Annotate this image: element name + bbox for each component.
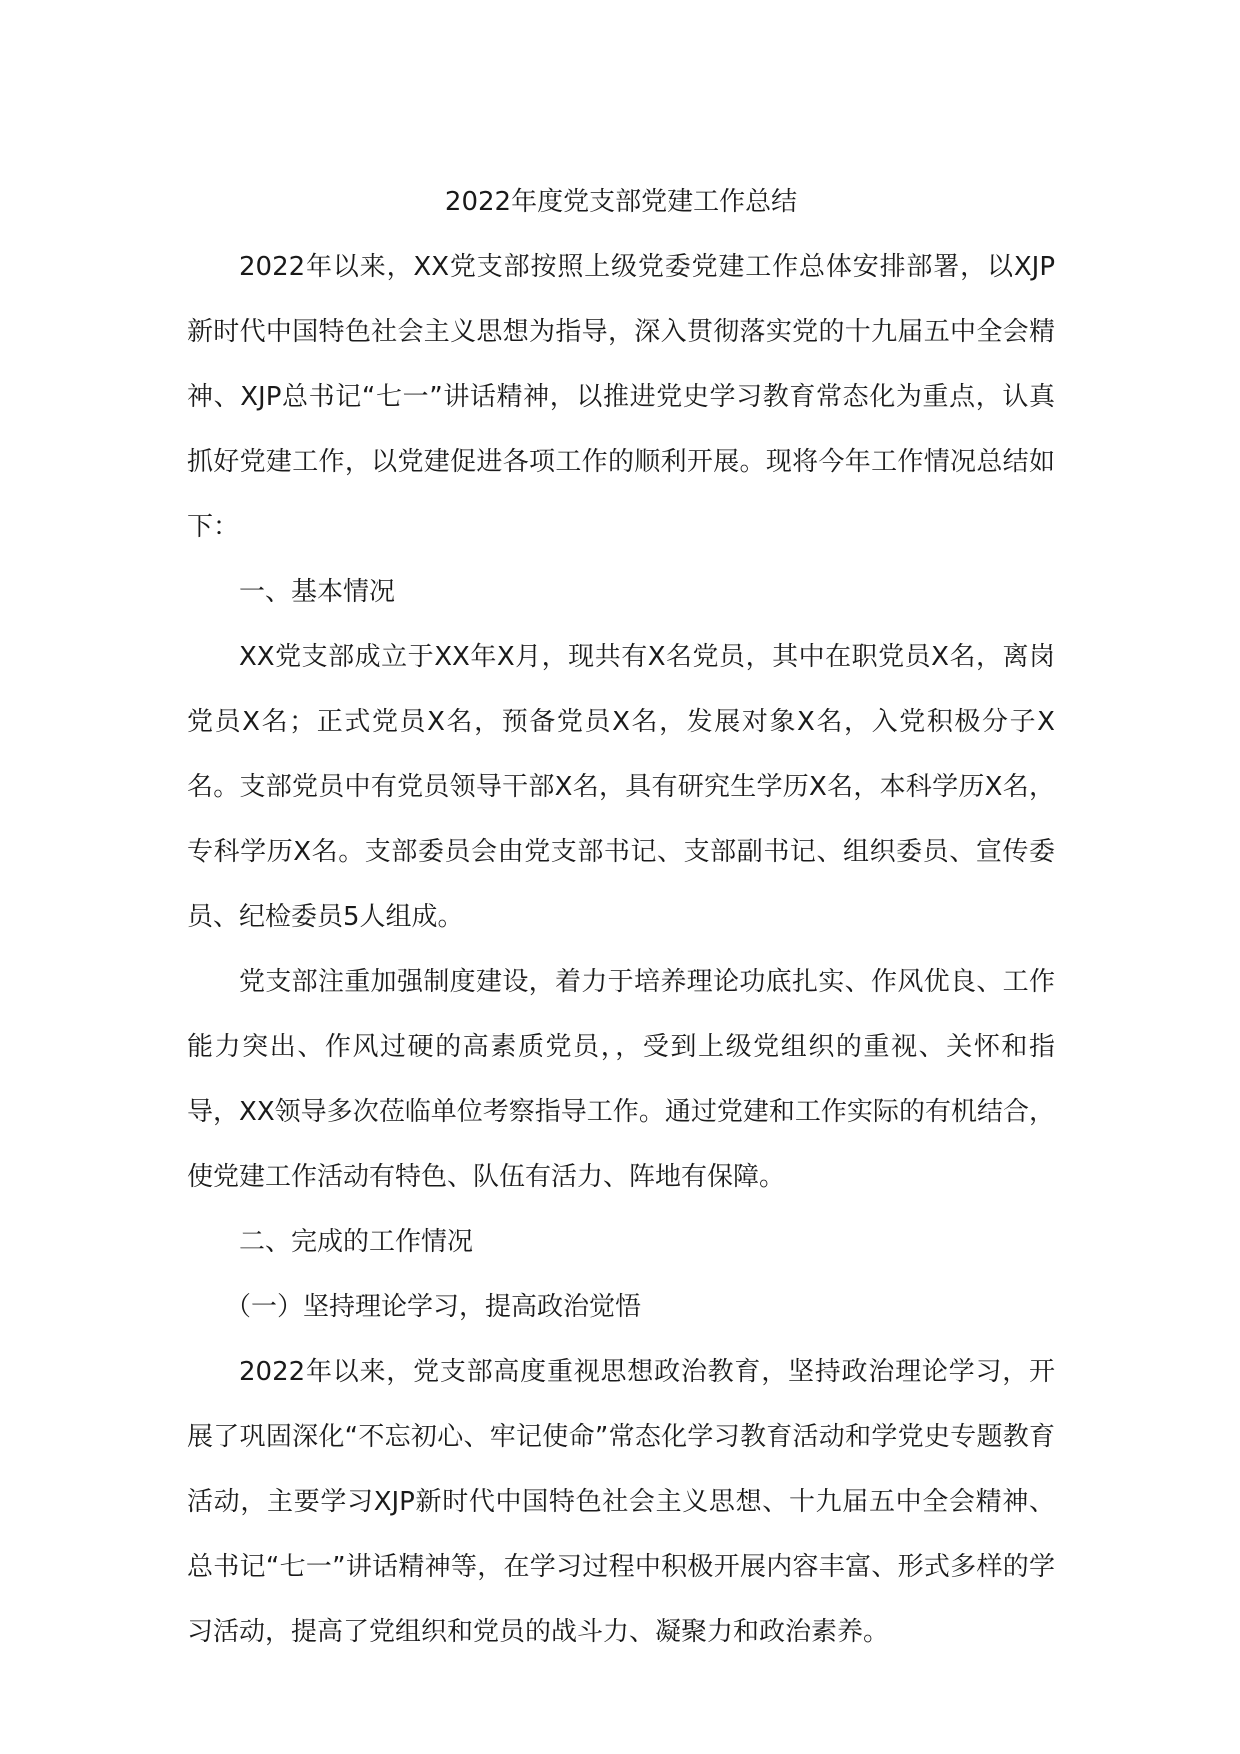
section-1-heading: 一、基本情况 [239, 577, 396, 607]
document-title: 2022年度党支部党建工作总结 [444, 187, 798, 217]
section-1-paragraph-1: XX党支部成立于XX年X月，现共有X名党员，其中在职党员X名，离岗党员X名；正式党员X名，预备党员X名，发展对象X名，入党积极分子X名。支部党员中有党员领导干部X名，具有研究生学历X名，本科学历X名，专科学历X名。支部委员会由党支部书记、支部副书记、组织委员、宣传委员、纪检委员5人组成。 [187, 642, 1055, 932]
section-2-sub-1-paragraph-1: 2022年以来，党支部高度重视思想政治教育，坚持政治理论学习，开展了巩固深化“不忘初心、牢记使命”常态化学习教育活动和学党史专题教育活动，主要学习XJP新时代中国特色社会主义思想、十九届五中全会精神、总书记“七一”讲话精神等，在学习过程中积极开展内容丰富、形式多样的学习活动，提高了党组织和党员的战斗力、凝聚力和政治素养。 [187, 1357, 1055, 1647]
section-2-sub-1-heading: （一）坚持理论学习，提高政治觉悟 [225, 1292, 642, 1322]
section-1-paragraph-2: 党支部注重加强制度建设，着力于培养理论功底扎实、作风优良、工作能力突出、作风过硬的高素质党员，，受到上级党组织的重视、关怀和指导，XX领导多次莅临单位考察指导工作。通过党建和工作实际的有机结合，使党建工作活动有特色、队伍有活力、阵地有保障。 [187, 967, 1055, 1192]
intro-paragraph: 2022年以来，XX党支部按照上级党委党建工作总体安排部署，以XJP新时代中国特色社会主义思想为指导，深入贯彻落实党的十九届五中全会精神、XJP总书记“七一”讲话精神，以推进党史学习教育常态化为重点，认真抓好党建工作，以党建促进各项工作的顺利开展。现将今年工作情况总结如下： [187, 252, 1055, 542]
document-body [187, 170, 1055, 1665]
section-2-heading: 二、完成的工作情况 [239, 1227, 474, 1257]
